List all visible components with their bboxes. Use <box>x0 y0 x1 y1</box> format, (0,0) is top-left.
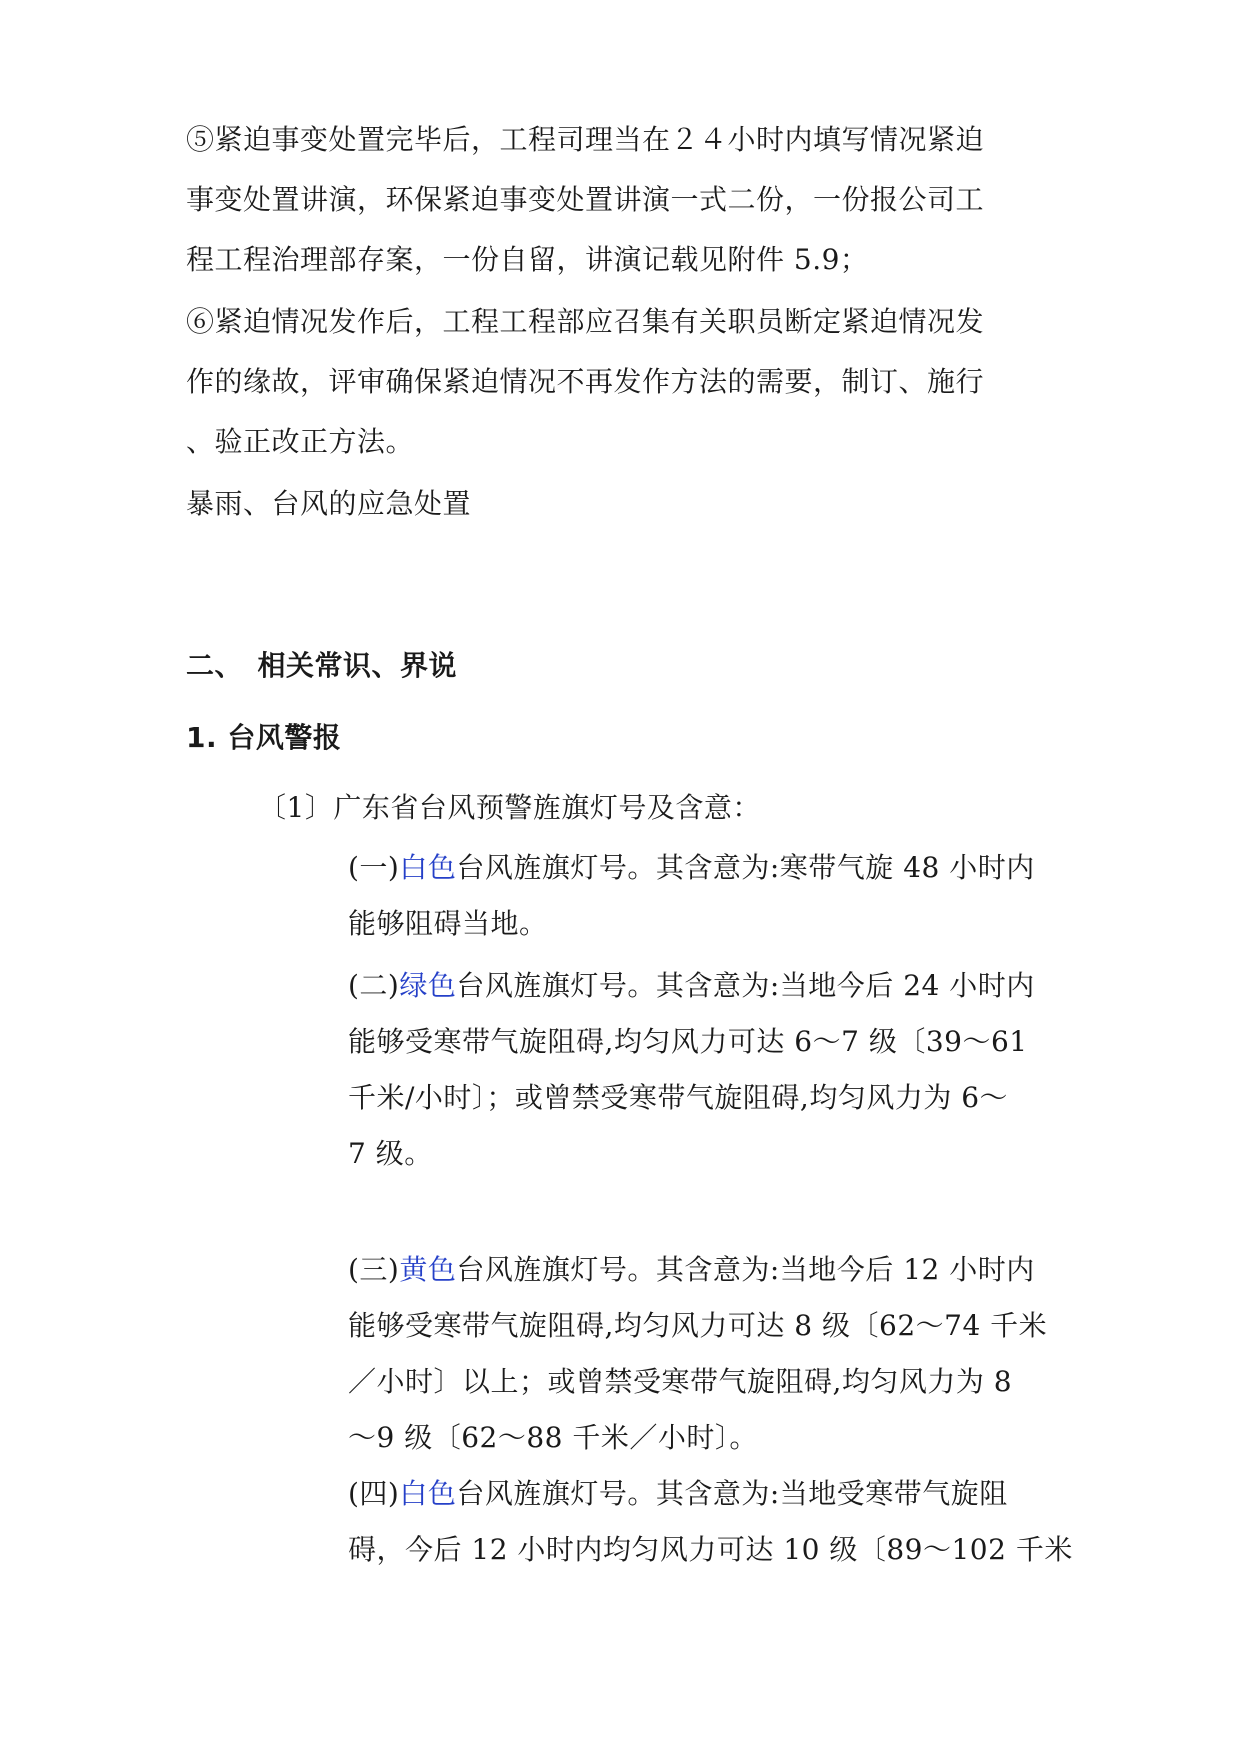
paragraph-line: ⑥紧迫情况发作后，工程工程部应召集有关职员断定紧迫情况发 <box>186 305 985 338</box>
signal-continuation: ／小时〕以上；或曾禁受寒带气旋阻碍,均匀风力为 8 <box>348 1365 1013 1398</box>
signal-continuation: 千米/小时〕；或曾禁受寒带气旋阻碍,均匀风力为 6～ <box>348 1081 1009 1114</box>
section-heading: 二、 相关常识、界说 <box>186 649 458 682</box>
signal-continuation: 能够阻碍当地。 <box>348 907 548 940</box>
signal-continuation: ～9 级〔62～88 千米／小时〕。 <box>348 1421 758 1454</box>
sub-heading: 1. 台风警报 <box>186 721 342 754</box>
signal-color-word: 白色 <box>399 851 457 884</box>
signal-text: 台风旌旗灯号。其含意为:当地受寒带气旋阻 <box>456 1477 1008 1510</box>
signal-line <box>348 1474 1008 1514</box>
signal-text: 台风旌旗灯号。其含意为:寒带气旋 48 小时内 <box>456 851 1035 884</box>
paragraph-line: ⑤紧迫事变处置完毕后，工程司理当在２４小时内填写情况紧迫 <box>186 123 985 156</box>
signal-line <box>348 1250 1035 1290</box>
paragraph-line: 作的缘故，评审确保紧迫情况不再发作方法的需要，制订、施行 <box>186 365 985 398</box>
signal-color-word: 绿色 <box>399 969 457 1002</box>
signal-prefix: (二) <box>348 969 400 1002</box>
signal-color-word: 黄色 <box>399 1253 457 1286</box>
paragraph-line: 、验正改正方法。 <box>186 425 415 458</box>
signal-line <box>348 966 1035 1006</box>
signal-continuation: 碍，今后 12 小时内均匀风力可达 10 级〔89～102 千米 <box>348 1533 1073 1566</box>
paragraph-line: 程工程治理部存案，一份自留，讲演记载见附件 5.9； <box>186 243 869 276</box>
signal-text: 台风旌旗灯号。其含意为:当地今后 12 小时内 <box>456 1253 1035 1286</box>
signal-continuation: 能够受寒带气旋阻碍,均匀风力可达 8 级〔62～74 千米 <box>348 1309 1048 1342</box>
signal-continuation: 能够受寒带气旋阻碍,均匀风力可达 6～7 级〔39～61 <box>348 1025 1028 1058</box>
signal-prefix: (一) <box>348 851 400 884</box>
signal-continuation: 7 级。 <box>348 1137 433 1170</box>
paragraph-line: 暴雨、台风的应急处置 <box>186 487 472 520</box>
paragraph-line: 事变处置讲演，环保紧迫事变处置讲演一式二份，一份报公司工 <box>186 183 985 216</box>
item-label: 〔1〕广东省台风预警旌旗灯号及含意： <box>258 791 761 824</box>
signal-prefix: (四) <box>348 1477 400 1510</box>
signal-text: 台风旌旗灯号。其含意为:当地今后 24 小时内 <box>456 969 1035 1002</box>
signal-line <box>348 848 1035 888</box>
signal-prefix: (三) <box>348 1253 400 1286</box>
signal-color-word: 白色 <box>399 1477 457 1510</box>
